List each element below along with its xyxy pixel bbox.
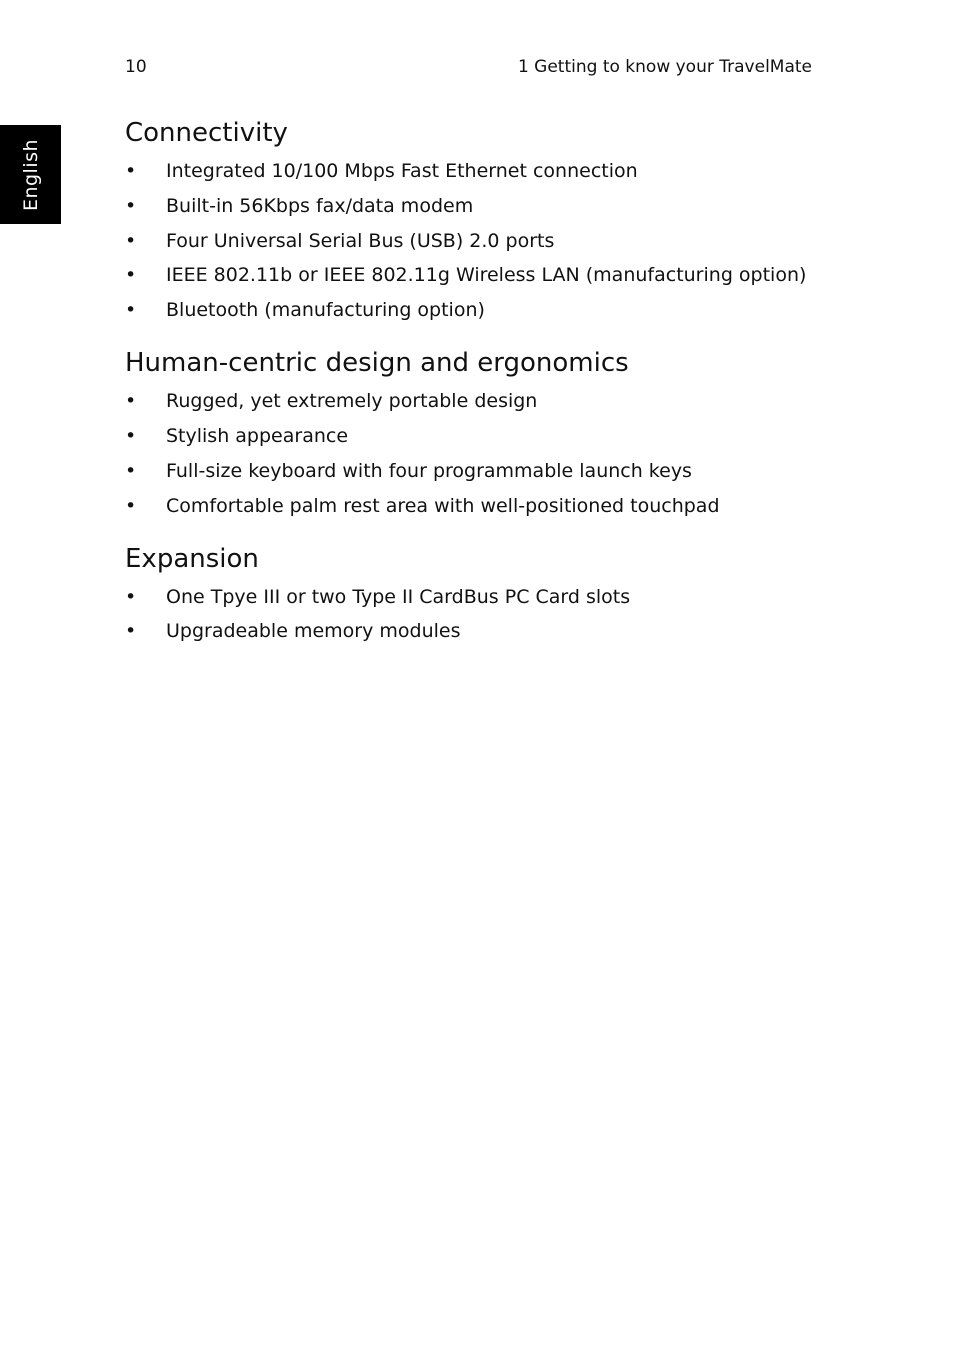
- list-item-text: Upgradeable memory modules: [166, 620, 461, 643]
- page-header: [125, 57, 812, 79]
- bullet-mark: •: [125, 585, 137, 608]
- bullet-list: [125, 585, 845, 645]
- section-heading: Expansion: [125, 543, 259, 574]
- list-item: [125, 619, 845, 644]
- bullet-mark: •: [125, 459, 137, 482]
- bullet-mark: •: [125, 390, 137, 413]
- list-item-text: Four Universal Serial Bus (USB) 2.0 ports: [166, 229, 555, 252]
- list-item: [125, 424, 845, 449]
- list-item: [125, 585, 845, 610]
- bullet-list: [125, 159, 845, 323]
- bullet-mark: •: [125, 229, 137, 252]
- language-side-tab: [0, 125, 61, 224]
- bullet-mark: •: [125, 194, 137, 217]
- list-item: [125, 389, 845, 414]
- bullet-mark: •: [125, 424, 137, 447]
- list-item-text: One Tpye III or two Type II CardBus PC Card slots: [166, 585, 631, 608]
- list-item: [125, 298, 845, 323]
- list-item: [125, 194, 845, 219]
- section-connectivity: [125, 115, 845, 323]
- page-content: [125, 115, 845, 654]
- bullet-mark: •: [125, 264, 137, 287]
- list-item: [125, 229, 845, 254]
- section-expansion: [125, 541, 845, 645]
- list-item-text: Rugged, yet extremely portable design: [166, 390, 538, 413]
- bullet-list: [125, 389, 845, 518]
- bullet-mark: •: [125, 299, 137, 322]
- page-number: 10: [125, 57, 147, 77]
- section-human-centric-design: [125, 345, 845, 518]
- list-item: [125, 494, 845, 519]
- bullet-mark: •: [125, 494, 137, 517]
- list-item: [125, 159, 845, 184]
- list-item-text: Stylish appearance: [166, 424, 349, 447]
- language-label: English: [19, 138, 42, 211]
- list-item: [125, 459, 845, 484]
- chapter-title: 1 Getting to know your TravelMate: [517, 57, 812, 77]
- bullet-mark: •: [125, 160, 137, 182]
- list-item: [125, 263, 845, 288]
- list-item-text: Integrated 10/100 Mbps Fast Ethernet connection: [166, 160, 638, 182]
- list-item-text: IEEE 802.11b or IEEE 802.11g Wireless LAN (manufacturing option): [166, 264, 807, 287]
- list-item-text: Bluetooth (manufacturing option): [166, 299, 485, 322]
- list-item-text: Full-size keyboard with four programmable launch keys: [166, 459, 692, 482]
- section-heading: Connectivity: [125, 118, 288, 148]
- section-heading: Human-centric design and ergonomics: [125, 348, 629, 379]
- bullet-mark: •: [125, 620, 137, 643]
- list-item-text: Comfortable palm rest area with well-positioned touchpad: [166, 494, 720, 517]
- list-item-text: Built-in 56Kbps fax/data modem: [166, 194, 474, 217]
